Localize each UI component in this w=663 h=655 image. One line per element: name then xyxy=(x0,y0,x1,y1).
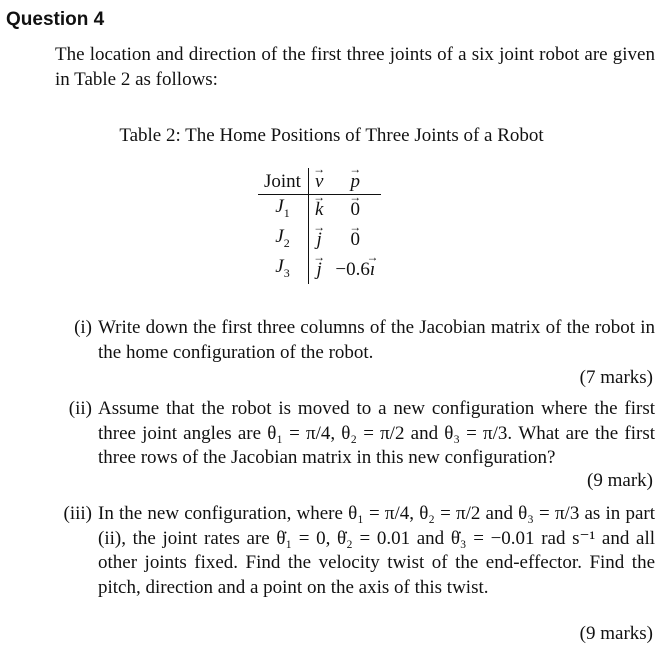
part-label: (ii) xyxy=(68,398,92,419)
p-cell: → 0 xyxy=(329,195,381,225)
v-cell: → k xyxy=(308,195,329,225)
joint-cell: $J_3$ xyxy=(258,255,308,285)
part-text: In the new configuration, where θ₁ = π/4, θ₂ = π/2 and θ₃ = π/3 as in part (ii), the joint rates are θ̇₁ = 0, θ̇₂ = 0.01 and θ̇₃ = −0.01 rad s⁻¹ and all other joints fixed. Find the velocity twist of the end-effector. Find the pitch, direction and a point on the axis of this twist. xyxy=(98,503,655,598)
header-p: → p xyxy=(329,168,381,195)
question-intro: The location and direction of the first three joints of a six joint robot are given in Table 2 as follows: xyxy=(55,44,655,90)
joint-cell: $J_2$ xyxy=(258,225,308,255)
joint-table xyxy=(258,168,381,284)
p-cell: → 0 xyxy=(329,225,381,255)
question-title: Question 4 xyxy=(6,9,105,30)
v-cell: → j xyxy=(308,225,329,255)
part-text: Write down the first three columns of the Jacobian matrix of the robot in the home configuration of the robot. xyxy=(98,317,655,363)
part-iii-marks: (9 marks) xyxy=(579,623,653,644)
joint-cell: $J_1$ xyxy=(258,195,308,225)
table-row xyxy=(258,255,381,285)
v-cell: → j xyxy=(308,255,329,285)
header-joint: Joint xyxy=(258,168,308,195)
part-text: Assume that the robot is moved to a new configuration where the first three joint angles are θ₁ = π/4, θ₂ = π/2 and θ₃ = π/3. What are the first three rows of the Jacobian matrix in this new configuration? xyxy=(98,398,655,468)
part-i-marks: (7 marks) xyxy=(579,367,653,388)
table-caption: Table 2: The Home Positions of Three Joints of a Robot xyxy=(119,125,544,146)
p-cell: −0.6→ ı xyxy=(329,255,381,285)
part-ii-marks: (9 mark) xyxy=(587,470,653,491)
part-label: (i) xyxy=(74,317,92,338)
part-label: (iii) xyxy=(63,503,92,524)
header-v: → v xyxy=(308,168,329,195)
